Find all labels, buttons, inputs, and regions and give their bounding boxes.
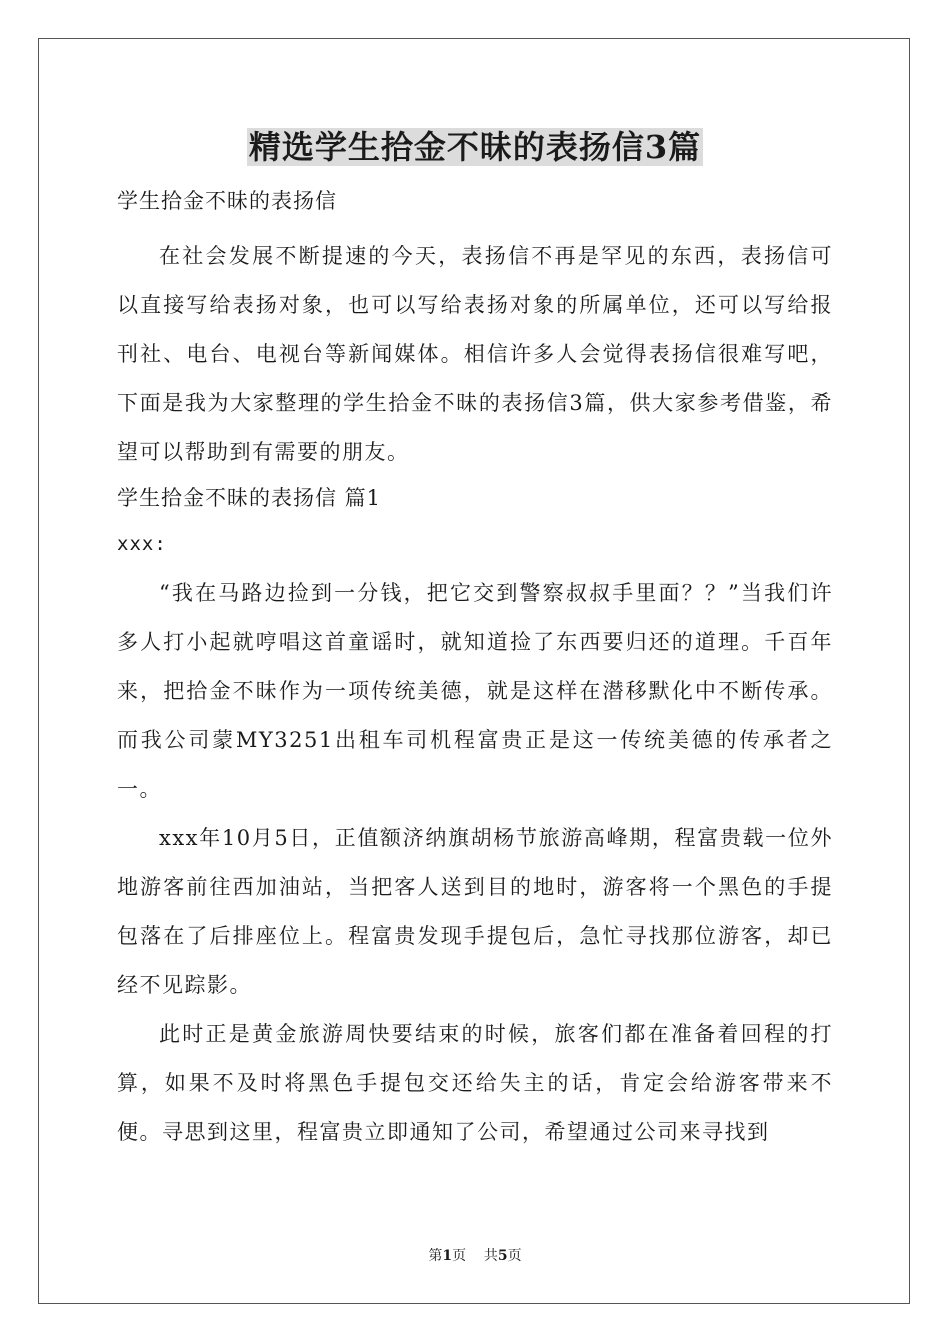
footer-total-prefix: 共 — [483, 1248, 498, 1264]
footer-page-suffix: 页 — [452, 1248, 467, 1264]
footer-total-pages: 5 — [497, 1248, 508, 1264]
document-body — [117, 182, 833, 1157]
section-heading: 学生拾金不昧的表扬信 篇1 — [117, 486, 382, 510]
document-title — [0, 124, 950, 170]
footer-total-suffix: 页 — [507, 1248, 522, 1264]
salutation: xxx: — [117, 533, 167, 555]
body-paragraph-3: 此时正是黄金旅游周快要结束的时候，旅客们都在准备着回程的打算，如果不及时将黑色手提包交还给失主的话，肯定会给游客带来不便。寻思到这里，程富贵立即通知了公司，希望通过公司来寻找到 — [117, 1022, 833, 1144]
footer-page-prefix: 第 — [428, 1248, 443, 1264]
document-title-text: 精选学生拾金不昧的表扬信3篇 — [248, 128, 702, 166]
body-paragraph-1: “我在马路边捡到一分钱，把它交到警察叔叔手里面？？”当我们许多人打小起就哼唱这首童谣时，就知道捡了东西要归还的道理。千百年来，把拾金不昧作为一项传统美德，就是这样在潜移默化中不断传承。而我公司蒙MY3251出租车司机程富贵正是这一传统美德的传承者之一。 — [117, 581, 833, 801]
page-footer — [0, 1246, 950, 1266]
footer-page-number: 1 — [442, 1248, 453, 1264]
document-subtitle: 学生拾金不昧的表扬信 — [117, 189, 337, 213]
intro-paragraph: 在社会发展不断提速的今天，表扬信不再是罕见的东西，表扬信可以直接写给表扬对象，也可以写给表扬对象的所属单位，还可以写给报刊社、电台、电视台等新闻媒体。相信许多人会觉得表扬信很难写吧，下面是我为大家整理的学生拾金不昧的表扬信3篇，供大家参考借鉴，希望可以帮助到有需要的朋友。 — [117, 244, 833, 464]
body-paragraph-2: xxx年10月5日，正值额济纳旗胡杨节旅游高峰期，程富贵载一位外地游客前往西加油站，当把客人送到目的地时，游客将一个黑色的手提包落在了后排座位上。程富贵发现手提包后，急忙寻找那位游客，却已经不见踪影。 — [117, 826, 833, 997]
